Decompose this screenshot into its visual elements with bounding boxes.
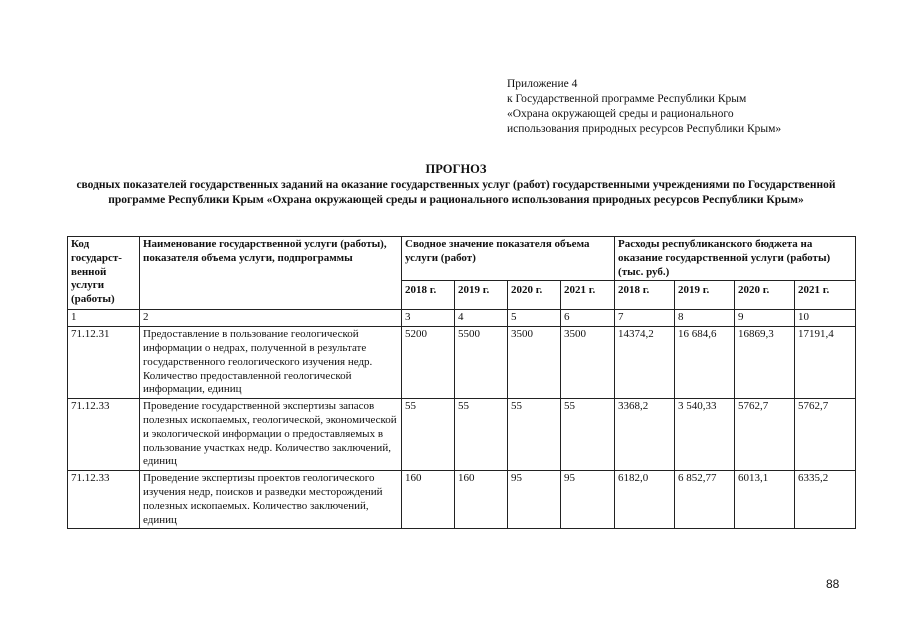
service-name: Предоставление в пользование геологической информации о недрах, полученной в результате государственного геологического изучения недр. Количество предоставленной геологической информации, единиц xyxy=(140,327,402,399)
value-cell: 6335,2 xyxy=(795,471,856,529)
header-expense-group: Расходы республиканского бюджета на оказание государственной услуги (работы) (тыс. руб.) xyxy=(615,237,856,281)
value-cell: 3500 xyxy=(508,327,561,399)
value-cell: 55 xyxy=(455,399,508,471)
service-code: 71.12.31 xyxy=(68,327,140,399)
value-cell: 55 xyxy=(561,399,615,471)
numbering-row xyxy=(68,310,856,327)
value-cell: 160 xyxy=(455,471,508,529)
value-cell: 95 xyxy=(561,471,615,529)
value-cell: 6013,1 xyxy=(735,471,795,529)
value-cell: 6 852,77 xyxy=(675,471,735,529)
value-cell: 3500 xyxy=(561,327,615,399)
table-row xyxy=(68,471,856,529)
column-number: 3 xyxy=(402,310,455,327)
table-row xyxy=(68,327,856,399)
column-number: 9 xyxy=(735,310,795,327)
appendix-note xyxy=(507,77,781,137)
table-row xyxy=(68,399,856,471)
value-cell: 5500 xyxy=(455,327,508,399)
column-number: 6 xyxy=(561,310,615,327)
title-subtitle: сводных показателей государственных заданий на оказание государственных услуг (работ) государственными учреждениями по Государственной программе Республики Крым «Охрана окружающей среды и рационального использования природных ресурсов Республики Крым» xyxy=(76,179,836,206)
forecast-table xyxy=(67,236,856,529)
column-number: 4 xyxy=(455,310,508,327)
title-heading: ПРОГНОЗ xyxy=(425,162,487,176)
column-number: 2 xyxy=(140,310,402,327)
header-year: 2018 г. xyxy=(615,281,675,310)
column-number: 1 xyxy=(68,310,140,327)
value-cell: 3 540,33 xyxy=(675,399,735,471)
column-number: 8 xyxy=(675,310,735,327)
column-number: 5 xyxy=(508,310,561,327)
appendix-line: использования природных ресурсов Республики Крым» xyxy=(507,123,782,135)
header-year: 2020 г. xyxy=(508,281,561,310)
column-number: 7 xyxy=(615,310,675,327)
value-cell: 17191,4 xyxy=(795,327,856,399)
page-number: 88 xyxy=(826,577,840,591)
value-cell: 3368,2 xyxy=(615,399,675,471)
header-year: 2019 г. xyxy=(455,281,508,310)
header-row xyxy=(68,237,856,281)
service-name: Проведение экспертизы проектов геологического изучения недр, поисков и разведки месторождений полезных ископаемых. Количество заключений, единиц xyxy=(140,471,402,529)
value-cell: 5200 xyxy=(402,327,455,399)
header-volume-group: Сводное значение показателя объема услуги (работ) xyxy=(402,237,615,281)
appendix-line: к Государственной программе Республики Крым xyxy=(507,93,747,105)
header-year: 2018 г. xyxy=(402,281,455,310)
appendix-line: «Охрана окружающей среды и рационального xyxy=(507,108,734,120)
value-cell: 55 xyxy=(508,399,561,471)
header-name: Наименование государственной услуги (работы), показателя объема услуги, подпрограммы xyxy=(140,237,402,310)
value-cell: 16869,3 xyxy=(735,327,795,399)
value-cell: 16 684,6 xyxy=(675,327,735,399)
document-title xyxy=(60,162,852,208)
appendix-line: Приложение 4 xyxy=(507,78,578,90)
column-number: 10 xyxy=(795,310,856,327)
service-code: 71.12.33 xyxy=(68,471,140,529)
value-cell: 55 xyxy=(402,399,455,471)
header-year: 2021 г. xyxy=(561,281,615,310)
value-cell: 14374,2 xyxy=(615,327,675,399)
value-cell: 6182,0 xyxy=(615,471,675,529)
header-year: 2021 г. xyxy=(795,281,856,310)
value-cell: 95 xyxy=(508,471,561,529)
value-cell: 5762,7 xyxy=(735,399,795,471)
value-cell: 160 xyxy=(402,471,455,529)
value-cell: 5762,7 xyxy=(795,399,856,471)
header-year: 2019 г. xyxy=(675,281,735,310)
service-code: 71.12.33 xyxy=(68,399,140,471)
service-name: Проведение государственной экспертизы запасов полезных ископаемых, геологической, экономической и экологической информации о предоставляемых в пользование участках недр. Количество заключений, единиц xyxy=(140,399,402,471)
header-year: 2020 г. xyxy=(735,281,795,310)
header-code: Код государст-венной услуги (работы) xyxy=(68,237,140,310)
